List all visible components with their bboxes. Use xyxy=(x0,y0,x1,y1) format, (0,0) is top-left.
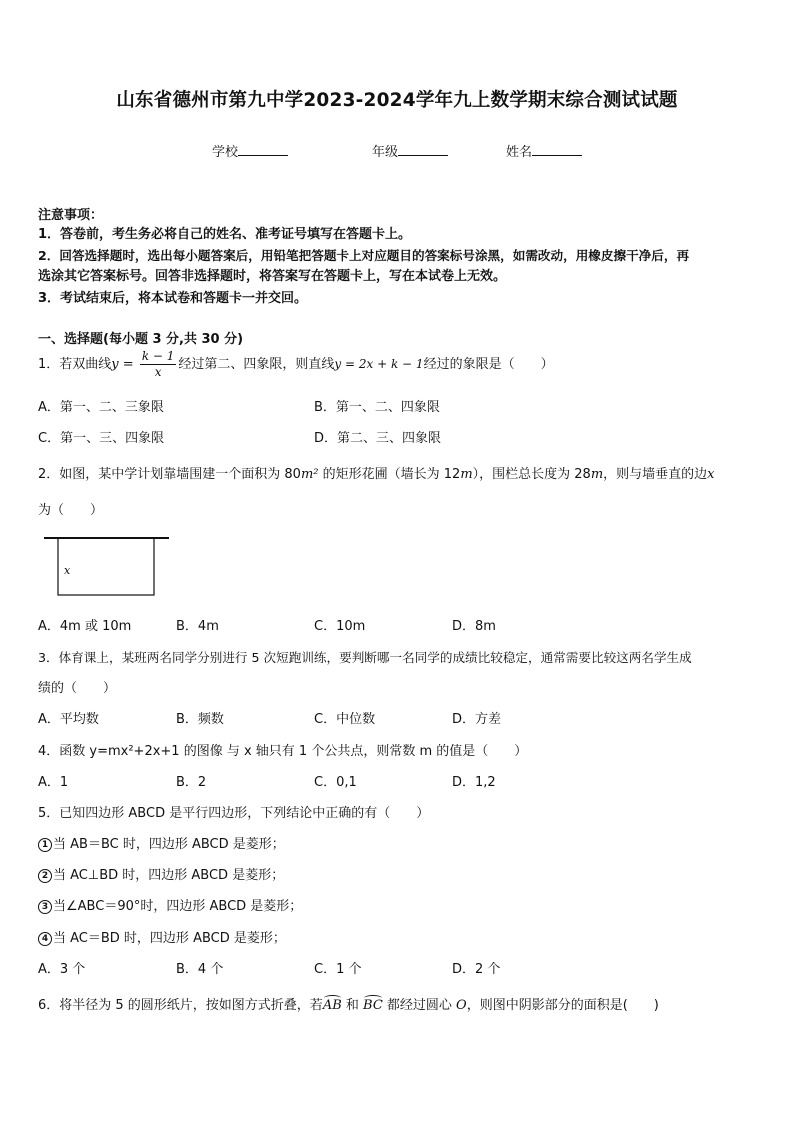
statement-text: 当 AB＝BC 时，四边形 ABCD 是菱形； xyxy=(53,837,285,852)
notice-item: 3．考试结束后，将本试卷和答题卡一并交回。 xyxy=(38,291,308,306)
grade-label: 年级 xyxy=(372,145,399,160)
school-label: 学校 xyxy=(212,145,239,160)
notice-item: 1．答卷前，考生务必将自己的姓名、准考证号填写在答题卡上。 xyxy=(38,227,412,242)
q6-text: 6．将半径为 5 的圆形纸片，按如图方式折叠，若 xyxy=(38,998,323,1013)
q1-suffix: 经过的象限是（ ） xyxy=(423,357,554,372)
option[interactable]: A．4m 或 10m xyxy=(38,619,132,634)
option[interactable]: B．第一、二、四象限 xyxy=(314,400,440,415)
q2-text: 2．如图，某中学计划靠墙围建一个面积为 80 xyxy=(38,467,301,482)
option[interactable]: A．1 xyxy=(38,775,69,790)
circled-number: 3 xyxy=(38,900,52,914)
q6-text: 都经过圆心 xyxy=(382,998,457,1013)
option[interactable]: B．4 个 xyxy=(176,962,224,977)
question-6 xyxy=(38,994,659,1013)
statement-text: 当 AC⊥BD 时，四边形 ABCD 是菱形； xyxy=(53,868,285,883)
q1-numerator: k − 1 xyxy=(141,349,175,363)
q2-unit: m² xyxy=(300,467,319,482)
q2-text-end: 为（ ） xyxy=(38,503,104,518)
option[interactable]: D．方差 xyxy=(452,712,502,727)
garden-rect xyxy=(58,538,154,595)
section-heading: 一、选择题(每小题 3 分,共 30 分) xyxy=(38,332,244,347)
q2-text: 的矩形花圃（墙长为 12 xyxy=(318,467,461,482)
notice-item: 2．回答选择题时，选出每小题答案后，用铅笔把答题卡上对应题目的答案标号涂黑，如需改动，用橡皮擦干净后，再 xyxy=(38,248,690,263)
question-3: 3．体育课上，某班两名同学分别进行 5 次短跑训练，要判断哪一名同学的成绩比较稳定，通常需要比较这两名学生成 xyxy=(38,650,692,665)
statement-text: 当 AC＝BD 时，四边形 ABCD 是菱形； xyxy=(53,931,286,946)
question-1 xyxy=(38,349,554,380)
q1-denominator: x xyxy=(154,365,162,379)
circled-number: 2 xyxy=(38,869,52,883)
option[interactable]: D．第二、三、四象限 xyxy=(314,431,442,446)
name-field xyxy=(506,141,582,160)
option[interactable]: C．10m xyxy=(314,619,366,634)
question-3-cont: 绩的（ ） xyxy=(38,681,117,696)
q1-eq: = xyxy=(118,357,138,372)
page-title: 山东省德州市第九中学2023-2024学年九上数学期末综合测试试题 xyxy=(116,90,678,111)
q6-center: O xyxy=(456,998,467,1013)
q6-and: 和 xyxy=(341,998,364,1013)
question-4: 4．函数 y=mx²+2x+1 的图像 与 x 轴只有 1 个公共点，则常数 m 的值是（ ） xyxy=(38,744,528,759)
option[interactable]: C．中位数 xyxy=(314,712,376,727)
option[interactable]: B．4m xyxy=(176,619,219,634)
notice-heading: 注意事项： xyxy=(38,208,104,223)
name-blank[interactable] xyxy=(532,143,582,156)
arc-ab: AB xyxy=(322,998,342,1013)
grade-blank[interactable] xyxy=(398,143,448,156)
q2-unit: m xyxy=(590,467,604,482)
q2-text: ），围栏总长度为 28 xyxy=(472,467,591,482)
option[interactable]: C．第一、三、四象限 xyxy=(38,431,165,446)
q1-prefix: 1．若双曲线 xyxy=(38,357,112,372)
statement xyxy=(38,895,302,914)
statement xyxy=(38,927,286,946)
question-5: 5．已知四边形 ABCD 是平行四边形，下列结论中正确的有（ ） xyxy=(38,806,430,821)
grade-field xyxy=(372,141,448,160)
option[interactable]: A．第一、二、三象限 xyxy=(38,400,164,415)
school-blank[interactable] xyxy=(238,143,288,156)
q1-y: y xyxy=(111,357,119,372)
option[interactable]: A．3 个 xyxy=(38,962,86,977)
option[interactable]: B．2 xyxy=(176,775,207,790)
q1-line-expr: y = 2x + k − 1 xyxy=(334,357,424,371)
option[interactable]: A．平均数 xyxy=(38,712,99,727)
figure-x-label: x xyxy=(64,564,71,577)
q1-fraction xyxy=(140,349,177,380)
arc-bc: BC xyxy=(363,998,383,1013)
option[interactable]: D．2 个 xyxy=(452,962,501,977)
q1-mid: 经过第二、四象限，则直线 xyxy=(178,357,335,372)
circled-number: 4 xyxy=(38,932,52,946)
option[interactable]: D．1,2 xyxy=(452,775,496,790)
question-2 xyxy=(38,463,715,482)
option[interactable]: C．1 个 xyxy=(314,962,362,977)
statement-text: 当∠ABC＝90°时，四边形 ABCD 是菱形； xyxy=(53,899,303,914)
statement xyxy=(38,833,285,852)
q2-unit: m xyxy=(460,467,473,482)
q6-text: ，则图中阴影部分的面积是( ) xyxy=(466,998,659,1013)
option[interactable]: C．0,1 xyxy=(314,775,357,790)
q2-text: ，则与墙垂直的边 xyxy=(603,467,708,482)
notice-item: 选涂其它答案标号。回答非选择题时，将答案写在答题卡上，写在本试卷上无效。 xyxy=(38,269,507,284)
circled-number: 1 xyxy=(38,838,52,852)
option[interactable]: B．频数 xyxy=(176,712,224,727)
school-field xyxy=(212,141,288,160)
name-label: 姓名 xyxy=(506,145,533,160)
option[interactable]: D．8m xyxy=(452,619,496,634)
q2-var: x xyxy=(707,467,715,482)
statement xyxy=(38,864,284,883)
garden-figure xyxy=(44,534,174,600)
